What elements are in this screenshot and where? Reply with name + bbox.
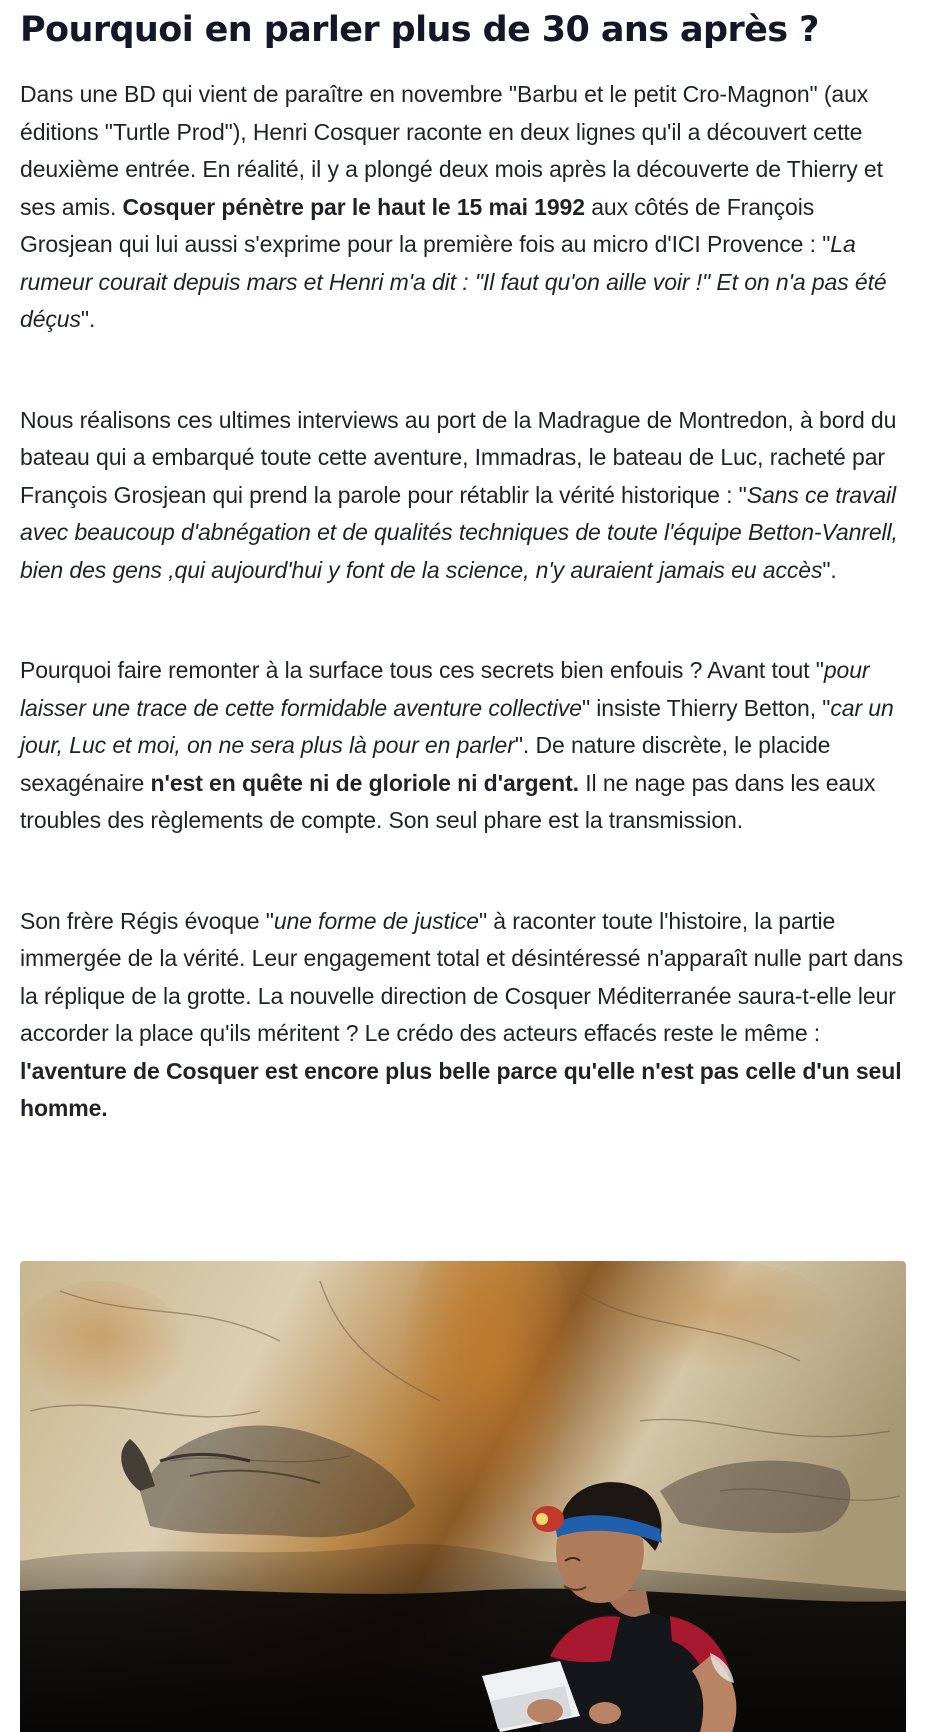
p3-text-2: " insiste Thierry Betton, " [581,694,831,721]
p3-text-1: Pourquoi faire remonter à la surface tous ces secrets bien enfouis ? Avant tout " [20,657,824,683]
p1-text-3: ". [80,306,96,332]
paragraph-2 [20,402,906,590]
p3-bold-1: n'est en quête ni de gloriole ni d'argent. [150,769,579,796]
p4-text-2: " à raconter toute l'histoire, la partie immergée de la vérité. Leur engagement total et désintéressé n'apparaît nulle part dans la réplique de la grotte. La nouvelle direction de Cosquer Méditerranée saura-t-elle leur accorder la place qu'ils méritent ? Le crédo des acteurs effacés reste le même : [20,907,904,1046]
p1-quote-1: La rumeur courait depuis mars et Henri m'a dit : "Il faut qu'on aille voir !" Et on n'a pas été déçus [20,231,887,332]
article-body [20,0,906,1128]
p4-text-1: Son frère Régis évoque " [20,907,274,934]
p1-text-1: Dans une BD qui vient de paraître en novembre "Barbu et le petit Cro-Magnon" (aux éditions "Turtle Prod"), Henri Cosquer raconte en deux lignes qu'il a découvert cette deuxième entrée. En réalité, il y a plongé deux mois après la découverte de Thierry et ses amis. [20,81,883,220]
section-heading: Pourquoi en parler plus de 30 ans après ? [20,10,819,50]
paragraph-3 [20,652,906,840]
p3-text-4: Il ne nage pas dans les eaux troubles des règlements de compte. Son seul phare est la transmission. [20,769,876,833]
p3-quote-1: pour laisser une trace de cette formidable aventure collective [20,657,870,721]
p3-text-3: ". De nature discrète, le placide sexagénaire [20,732,831,796]
p2-quote-1: Sans ce travail avec beaucoup d'abnégation et de qualités techniques de toute l'équipe Betton-Vanrell, bien des gens ,qui aujourd'hui y font de la science, n'y auraient jamais eu accès [20,481,898,583]
p3-quote-2: car un jour, Luc et moi, on ne sera plus là pour en parler [20,694,894,758]
p4-quote-1: une forme de justice [273,907,479,934]
cave-diver-photo [20,1261,906,1732]
p1-bold-1: Cosquer pénètre par le haut le 15 mai 1992 [122,193,585,220]
p1-text-2: aux côtés de François Grosjean qui lui aussi s'exprime pour la première fois au micro d'ICI Provence : " [20,193,831,257]
paragraph-4 [20,903,906,1128]
p2-text-1: Nous réalisons ces ultimes interviews au port de la Madrague de Montredon, à bord du bateau qui a embarqué toute cette aventure, Immadras, le bateau de Luc, racheté par François Grosjean qui prend la parole pour rétablir la vérité historique : " [20,406,897,508]
p4-bold-1: l'aventure de Cosquer est encore plus belle parce qu'elle n'est pas celle d'un seul homme. [20,1057,902,1121]
cave-photo-illustration [20,1261,906,1732]
paragraph-1 [20,76,906,339]
p2-text-2: ". [822,556,837,583]
